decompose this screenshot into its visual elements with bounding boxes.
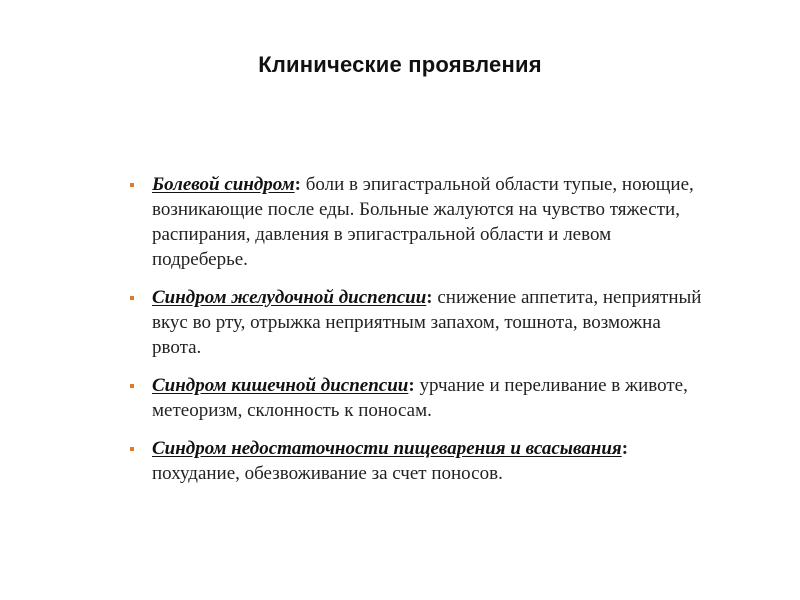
syndrome-term: Синдром кишечной диспепсии bbox=[152, 375, 409, 396]
syndrome-description: урчание и переливание в животе, метеоризм, склонность к поносам. bbox=[152, 375, 688, 421]
syndrome-description: боли в эпигастральной области тупые, ноющие, возникающие после еды. Больные жалуются на чувство тяжести, распирания, давления в эпигастральной области и левом подреберье. bbox=[152, 174, 694, 270]
list-item bbox=[130, 285, 710, 360]
syndrome-term: Синдром желудочной диспепсии bbox=[152, 287, 427, 308]
syndrome-term: Болевой синдром bbox=[152, 174, 295, 195]
slide-title: Клинические проявления bbox=[258, 52, 542, 77]
list-item bbox=[130, 172, 710, 272]
list-item bbox=[130, 373, 710, 423]
term-colon: : bbox=[621, 438, 629, 459]
term-colon: : bbox=[426, 287, 433, 308]
syndrome-description: похудание, обезвоживание за счет поносов. bbox=[152, 463, 503, 484]
list-item bbox=[130, 436, 710, 486]
bullet-list bbox=[130, 172, 710, 499]
syndrome-description: снижение аппетита, неприятный вкус во рту, отрыжка неприятным запахом, тошнота, возможна рвота. bbox=[152, 287, 702, 358]
bullet-marker-icon bbox=[130, 296, 134, 300]
bullet-marker-icon bbox=[130, 447, 134, 451]
term-colon: : bbox=[294, 174, 301, 195]
bullet-marker-icon bbox=[130, 183, 134, 187]
syndrome-term: Синдром недостаточности пищеварения и всасывания bbox=[152, 438, 622, 459]
term-colon: : bbox=[408, 375, 415, 396]
bullet-marker-icon bbox=[130, 384, 134, 388]
